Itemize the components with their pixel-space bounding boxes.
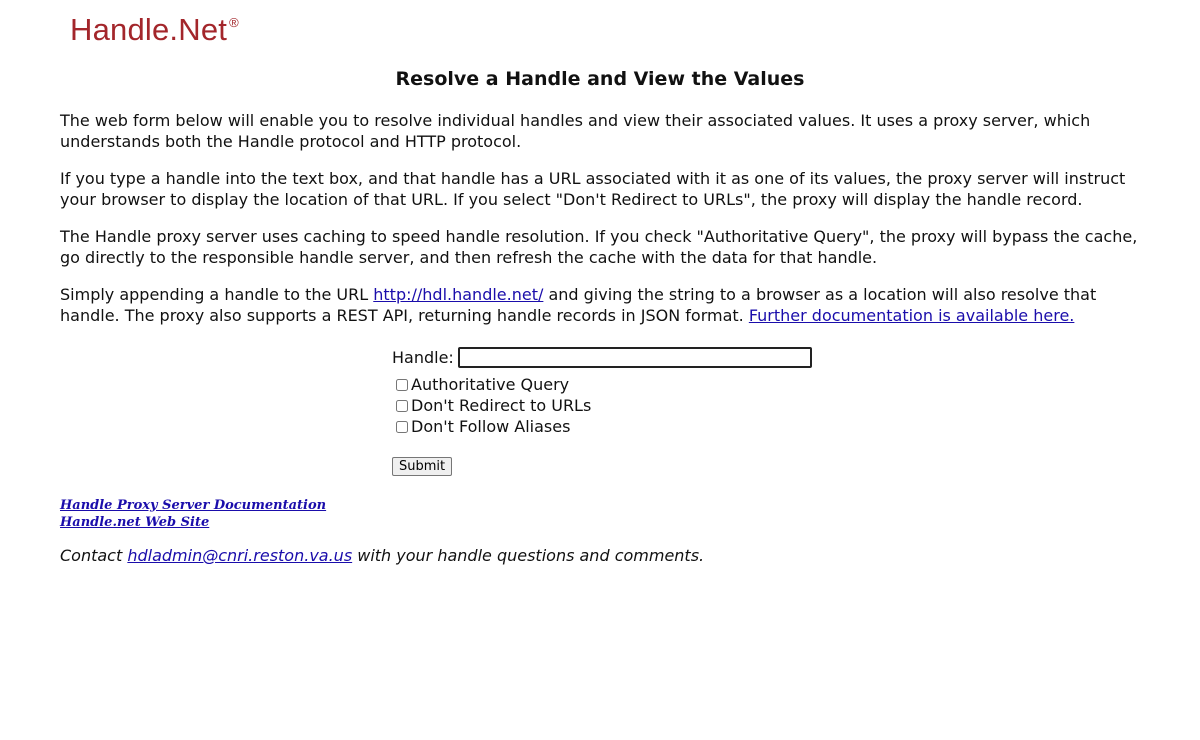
hdl-handle-net-link[interactable]: http://hdl.handle.net/ (373, 285, 544, 304)
contact-text-end: with your handle questions and comments. (352, 546, 705, 565)
dont-redirect-label: Don't Redirect to URLs (411, 396, 592, 415)
dont-redirect-row (392, 395, 812, 416)
logo-text: Handle.Net (70, 12, 228, 47)
contact-email-link[interactable]: hdladmin@cnri.reston.va.us (127, 546, 353, 565)
authoritative-query-checkbox[interactable] (396, 379, 408, 391)
contact-line (60, 546, 704, 565)
p4-text-start: Simply appending a handle to the URL (60, 285, 374, 304)
page-title: Resolve a Handle and View the Values (395, 68, 805, 90)
dont-follow-aliases-checkbox[interactable] (396, 421, 408, 433)
dont-redirect-checkbox[interactable] (396, 400, 408, 412)
handle-net-website-link[interactable]: Handle.net Web Site (60, 515, 210, 530)
handle-row (392, 345, 812, 370)
footer-links (60, 497, 326, 531)
authoritative-query-label: Authoritative Query (411, 375, 570, 394)
intro-paragraph-2: If you type a handle into the text box, and that handle has a URL associated with it as one of its values, the proxy server will instruct your browser to display the location of that URL. If you select "Don't Redirect to URLs", the proxy will display the handle record. (60, 169, 1126, 209)
submit-button[interactable]: Submit (392, 457, 452, 476)
dont-follow-aliases-label: Don't Follow Aliases (411, 417, 571, 436)
dont-follow-aliases-row (392, 416, 812, 437)
handle-net-logo (70, 12, 239, 48)
handle-label: Handle: (392, 348, 454, 367)
intro-content (60, 110, 1150, 342)
intro-paragraph-3: The Handle proxy server uses caching to speed handle resolution. If you check "Authoritative Query", the proxy will bypass the cache, go directly to the responsible handle server, and then refresh the cache with the data for that handle. (60, 227, 1138, 267)
proxy-server-docs-link[interactable]: Handle Proxy Server Documentation (60, 498, 327, 513)
registered-mark: ® (229, 14, 239, 30)
authoritative-query-row (392, 374, 812, 395)
further-documentation-link[interactable]: Further documentation is available here. (748, 306, 1075, 325)
handle-input[interactable] (458, 347, 812, 368)
intro-paragraph-1: The web form below will enable you to resolve individual handles and view their associated values. It uses a proxy server, which understands both the Handle protocol and HTTP protocol. (60, 111, 1091, 151)
contact-text-start: Contact (60, 546, 128, 565)
p4-text-middle: and giving the string to a browser as a location will also resolve that handle. The proxy also supports a REST API, returning handle records in JSON format. (60, 285, 1097, 325)
resolve-handle-form (392, 345, 812, 476)
intro-paragraph-4 (60, 284, 1150, 326)
